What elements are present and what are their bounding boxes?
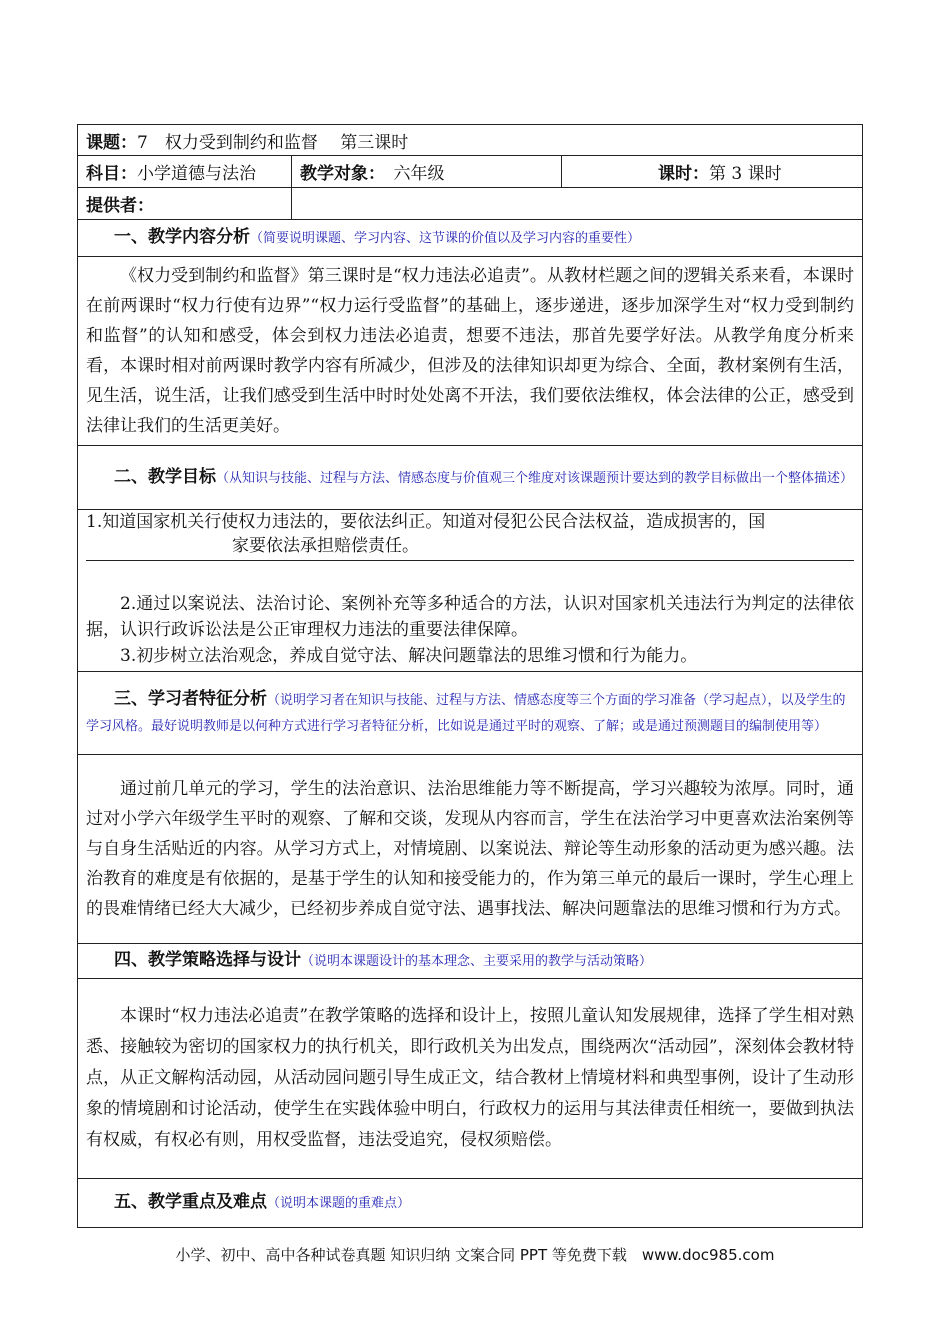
section5-header-row <box>78 1179 863 1228</box>
section3-note: （说明学习者在知识与技能、过程与方法、情感态度等三个方面的学习准备（学习起点），以及学生的学习风格。最好说明教师是以何种方式进行学习者特征分析，比如说是通过平时的观察、了解；或是通过预测题目的编制使用等） <box>86 693 846 734</box>
goal-3: 3.初步树立法治观念，养成自觉守法、解决问题靠法的思维习惯和行为能力。 <box>120 646 698 666</box>
section5-title: 五、教学重点及难点 <box>114 1192 267 1212</box>
topic-cell <box>78 125 863 156</box>
goal-1-line-b: 家要依法承担赔偿责任。 <box>232 536 419 556</box>
section2-note: （从知识与技能、过程与方法、情感态度与价值观三个维度对该课题预计要达到的教学目标做出一个整体描述） <box>216 470 854 486</box>
subject-value: 小学道德与法治 <box>137 164 256 184</box>
topic-label: 课题： <box>86 132 137 153</box>
goal-1 <box>86 510 854 561</box>
section1-header-row <box>78 220 863 257</box>
section2-body <box>78 510 863 672</box>
section4-header <box>78 944 863 979</box>
hours-label: 课时： <box>658 164 709 184</box>
section3-title: 三、学习者特征分析 <box>114 689 267 709</box>
audience-value: 六年级 <box>393 164 445 184</box>
provider-cell <box>78 188 292 220</box>
section3-header <box>78 672 863 755</box>
section5-header <box>78 1179 863 1228</box>
section1-header <box>78 220 863 257</box>
provider-row <box>78 188 863 220</box>
goal-2: 2.通过以案说法、法治讨论、案例补充等多种适合的方法，认识对国家机关违法行为判定的法律依据，认识行政诉讼法是公正审理权力违法的重要法律保障。 <box>86 594 854 640</box>
page-footer: 小学、初中、高中各种试卷真题 知识归纳 文案合同 PPT 等免费下载 www.doc985.com <box>175 1246 775 1264</box>
section3-body: 通过前几单元的学习，学生的法治意识、法治思维能力等不断提高，学习兴趣较为浓厚。同时，通过对小学六年级学生平时的观察、了解和交谈，发现从内容而言，学生在法治学习中更喜欢法治案例等与自身生活贴近的内容。从学习方式上，对情境剧、以案说法、辩论等生动形象的活动更为感兴趣。法治教育的难度是有依据的，是基于学生的认知和接受能力的，作为第三单元的最后一课时，学生心理上的畏难情绪已经大大减少，已经初步养成自觉守法、遇事找法、解决问题靠法的思维习惯和行为方式。 <box>78 755 863 944</box>
section2-body-row <box>78 510 863 672</box>
hours-cell <box>562 156 863 188</box>
section1-note: （简要说明课题、学习内容、这节课的价值以及学习内容的重要性） <box>250 231 641 246</box>
section5-note: （说明本课题的重难点） <box>267 1196 411 1211</box>
goal-1-line-a: 1.知道国家机关行使权力违法的，要依法纠正。知道对侵犯公民合法权益，造成损害的，国 <box>86 512 766 532</box>
subject-label: 科目： <box>86 164 137 184</box>
info-row <box>78 156 863 188</box>
section3-header-row <box>78 672 863 755</box>
section4-note: （说明本课题设计的基本理念、主要采用的教学与活动策略） <box>301 954 653 969</box>
section4-body: 本课时“权力违法必追责”在教学策略的选择和设计上，按照儿童认知发展规律，选择了学生相对熟悉、接触较为密切的国家权力的执行机关，即行政机关为出发点，围绕两次“活动园”，深刻体会教材特点，从正文解构活动园，从活动园问题引导生成正文，结合教材上情境材料和典型事例，设计了生动形象的情境剧和讨论活动，使学生在实践体验中明白，行政权力的运用与其法律责任相统一，要做到执法有权威，有权必有则，用权受监督，违法受追究，侵权须赔偿。 <box>78 979 863 1179</box>
section1-body: 《权力受到制约和监督》第三课时是“权力违法必追责”。从教材栏题之间的逻辑关系来看，本课时在前两课时“权力行使有边界”“权力运行受监督”的基础上，逐步递进，逐步加深学生对“权力受到制约和监督”的认知和感受，体会到权力违法必追责，想要不违法，那首先要学好法。从教学角度分析来看，本课时相对前两课时教学内容有所减少，但涉及的法律知识却更为综合、全面，教材案例有生活，见生活，说生活，让我们感受到生活中时时处处离不开法，我们要依法维权，体会法律的公正，感受到法律让我们的生活更美好。 <box>78 257 863 446</box>
audience-cell <box>292 156 562 188</box>
lesson-plan-table <box>77 124 863 1228</box>
section1-title: 一、教学内容分析 <box>114 227 250 247</box>
section4-header-row <box>78 944 863 979</box>
subject-cell <box>78 156 292 188</box>
topic-value: 7 权力受到制约和监督 第三课时 <box>137 132 409 153</box>
audience-label: 教学对象： <box>300 164 377 184</box>
provider-value-cell <box>292 188 863 220</box>
section4-title: 四、教学策略选择与设计 <box>114 950 301 970</box>
section2-header <box>78 446 863 510</box>
section3-body-row <box>78 755 863 944</box>
section1-body-row <box>78 257 863 446</box>
provider-label: 提供者： <box>86 196 154 216</box>
hours-value: 第 3 课时 <box>709 164 782 184</box>
section2-header-row <box>78 446 863 510</box>
section4-body-row <box>78 979 863 1179</box>
topic-row <box>78 125 863 156</box>
section2-title: 二、教学目标 <box>114 466 216 487</box>
